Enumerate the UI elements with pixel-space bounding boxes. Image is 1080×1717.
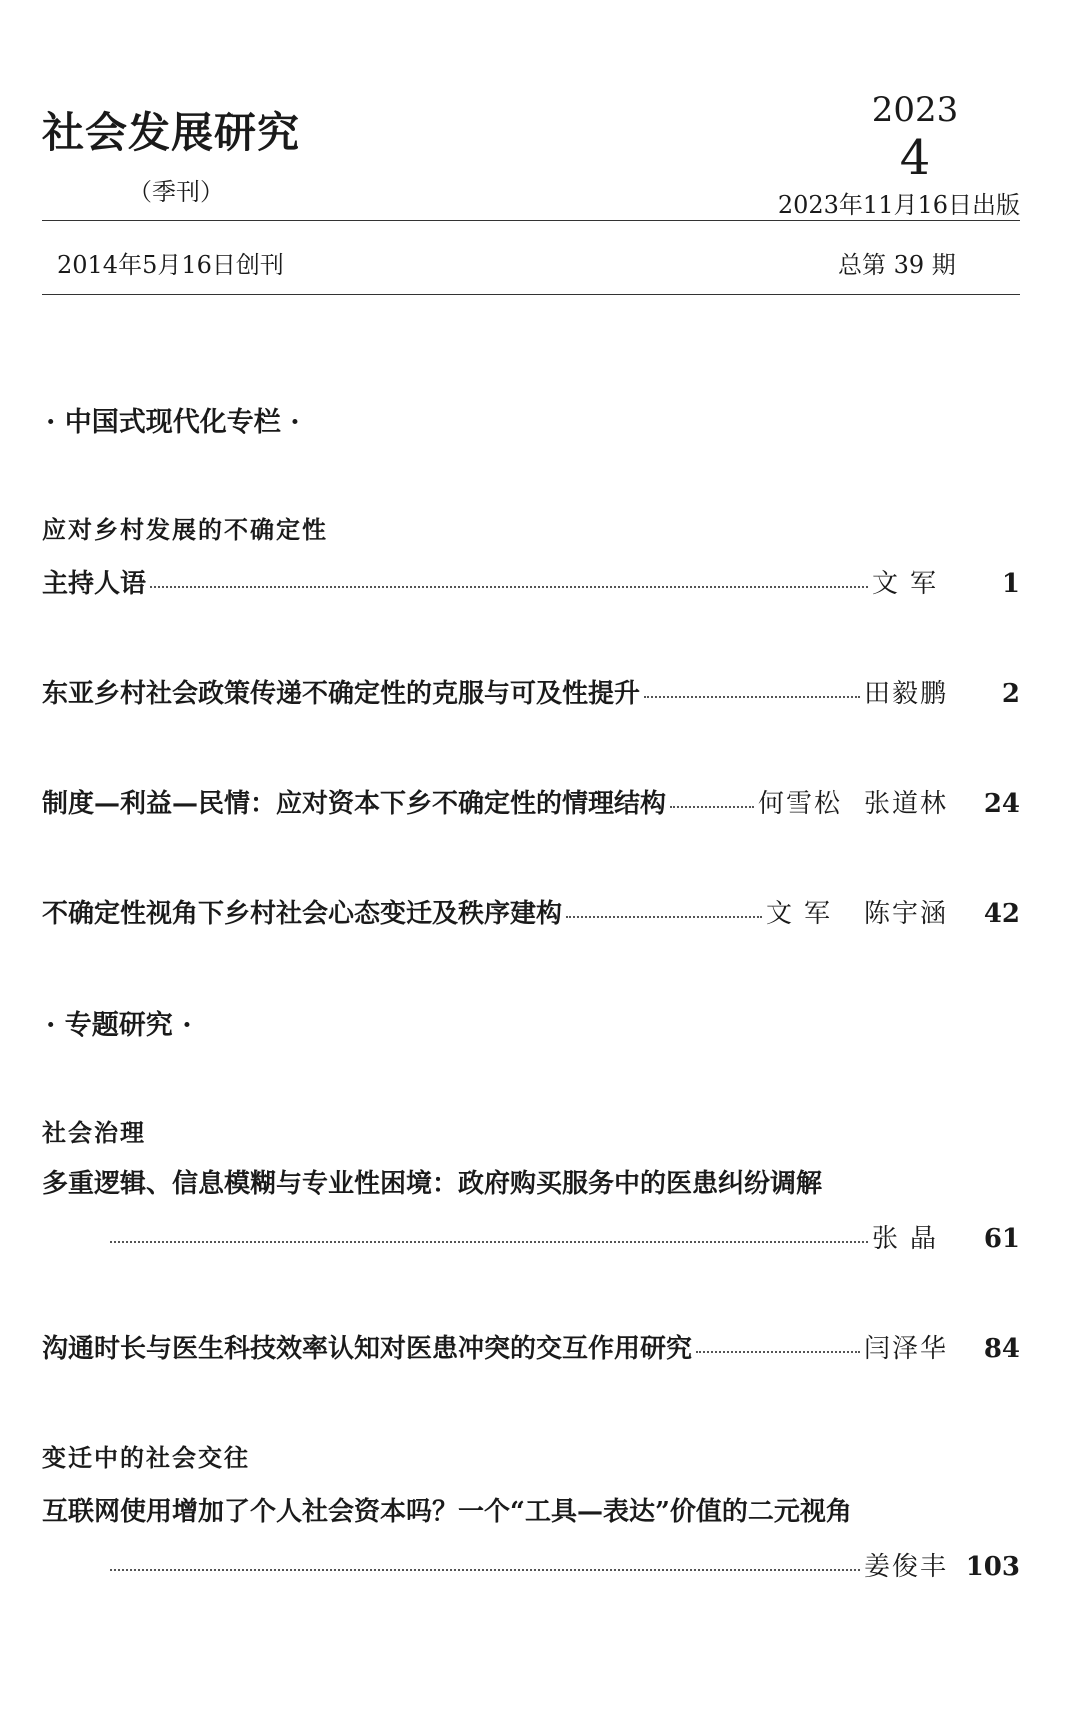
page-number: 1 [1001,569,1020,599]
page-number: 2 [1001,679,1020,709]
masthead-rule-bottom [42,294,1020,295]
page-number: 84 [983,1334,1020,1364]
publication-date: 2023年11月16日出版 [777,191,1020,219]
page-number: 61 [983,1224,1020,1254]
author-name: 闫泽华 [863,1334,948,1364]
article-title: 东亚乡村社会政策传递不确定性的克服与可及性提升 [42,679,641,709]
article-authors [872,1218,948,1255]
article-title: 制度—利益—民情：应对资本下乡不确定性的情理结构 [42,789,667,819]
article-authors [864,1546,948,1583]
leader-dots [110,1241,868,1243]
author-name: 文军 [765,899,842,929]
article-authors [766,893,948,930]
author-name: 何雪松 [757,789,842,819]
page-number: 24 [983,789,1020,819]
article-authors [864,1328,948,1365]
masthead-rule-top [42,220,1020,221]
toc-entry-continued[interactable] [110,1218,1020,1258]
toc-entry[interactable] [42,1328,1020,1368]
leader-dots [644,696,860,698]
article-title: 不确定性视角下乡村社会心态变迁及秩序建构 [42,899,563,929]
toc-entry[interactable] [42,563,1020,603]
article-title: 沟通时长与医生科技效率认知对医患冲突的交互作用研究 [42,1334,693,1364]
page-number: 103 [965,1552,1020,1582]
article-authors [864,673,948,710]
article-authors [758,783,948,820]
column-heading: · 中国式现代化专栏 · [46,407,300,438]
total-issue-number: 总第 39 期 [838,251,956,279]
section-heading: 应对乡村发展的不确定性 [42,515,328,544]
issue-number: 4 [899,130,931,186]
author-name: 姜俊丰 [863,1552,948,1582]
author-name: 田毅鹏 [863,679,948,709]
issue-year: 2023 [871,90,959,130]
section-heading: 变迁中的社会交往 [42,1443,250,1472]
page-number: 42 [983,899,1020,929]
author-name: 陈宇涵 [863,899,948,929]
author-name: 文军 [871,569,948,599]
founded-date: 2014年5月16日创刊 [57,251,284,279]
toc-entry[interactable] [42,673,1020,713]
article-title[interactable]: 多重逻辑、信息模糊与专业性困境：政府购买服务中的医患纠纷调解 [42,1169,823,1199]
author-name: 张道林 [863,789,948,819]
article-title: 主持人语 [42,569,147,599]
journal-frequency: （季刊） [128,178,224,206]
leader-dots [696,1351,860,1353]
leader-dots [670,806,754,808]
toc-entry[interactable] [42,783,1020,823]
leader-dots [150,586,868,588]
section-heading: 社会治理 [42,1118,146,1147]
toc-entry-continued[interactable] [110,1546,1020,1586]
article-authors [872,563,948,600]
leader-dots [110,1569,860,1571]
article-title[interactable]: 互联网使用增加了个人社会资本吗？一个“工具—表达”价值的二元视角 [42,1497,852,1527]
column-heading: · 专题研究 · [46,1010,192,1041]
author-name: 张晶 [871,1224,948,1254]
toc-entry[interactable] [42,893,1020,933]
leader-dots [566,916,762,918]
journal-title: 社会发展研究 [42,108,301,157]
